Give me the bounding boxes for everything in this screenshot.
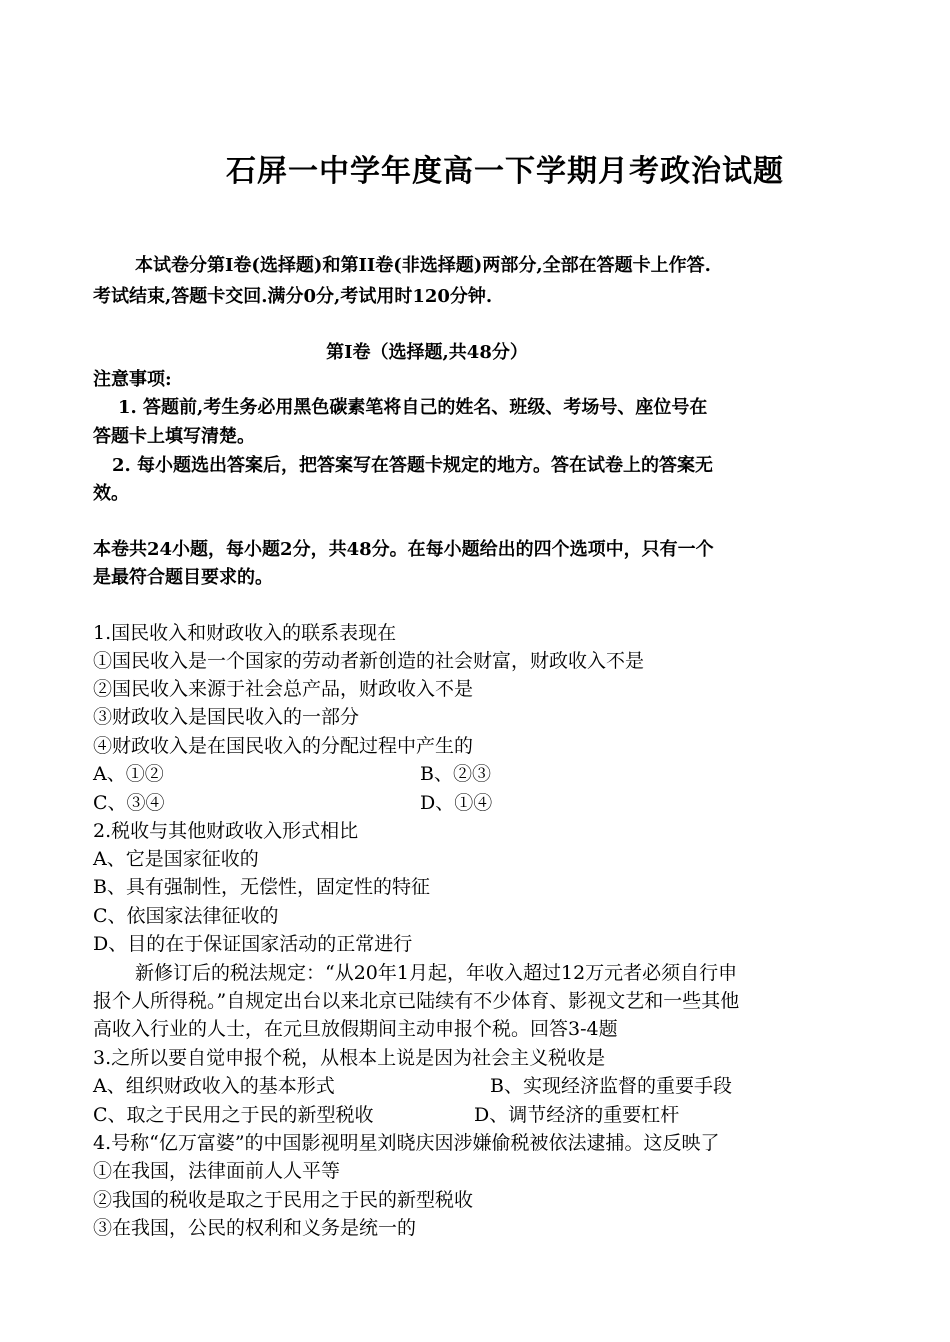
q2-option-a: A、它是国家征收的 bbox=[93, 848, 259, 870]
page-title: 石屏一中学年度高一下学期月考政治试题 bbox=[226, 154, 784, 189]
q1-option-b: B、②③ bbox=[420, 763, 491, 785]
q4-statement-1: ①在我国，法律面前人人平等 bbox=[93, 1160, 341, 1182]
passage-line-2: 报个人所得税。”自规定出台以来北京已陆续有不少体育、影视文艺和一些其他 bbox=[93, 990, 740, 1012]
notice-item-1-line-1: 1. 答题前,考生务必用黑色碳素笔将自己的姓名、班级、考场号、座位号在 bbox=[118, 397, 708, 418]
q2-option-b: B、具有强制性，无偿性，固定性的特征 bbox=[93, 876, 430, 898]
q1-statement-2: ②国民收入来源于社会总产品，财政收入不是 bbox=[93, 678, 474, 700]
q3-option-a: A、组织财政收入的基本形式 bbox=[93, 1075, 335, 1097]
q4-statement-2: ②我国的税收是取之于民用之于民的新型税收 bbox=[93, 1189, 474, 1211]
q3-stem: 3.之所以要自觉申报个税，从根本上说是因为社会主义税收是 bbox=[93, 1047, 606, 1069]
notice-heading: 注意事项: bbox=[93, 369, 172, 390]
q2-stem: 2.税收与其他财政收入形式相比 bbox=[93, 820, 359, 842]
q3-option-c: C、取之于民用之于民的新型税收 bbox=[93, 1104, 374, 1126]
q2-option-c: C、依国家法律征收的 bbox=[93, 905, 279, 927]
q3-option-b: B、实现经济监督的重要手段 bbox=[490, 1075, 732, 1097]
q3-option-d: D、调节经济的重要杠杆 bbox=[474, 1104, 680, 1126]
q1-statement-1: ①国民收入是一个国家的劳动者新创造的社会财富，财政收入不是 bbox=[93, 650, 645, 672]
q2-option-d: D、目的在于保证国家活动的正常进行 bbox=[93, 933, 413, 955]
q1-statement-4: ④财政收入是在国民收入的分配过程中产生的 bbox=[93, 735, 474, 757]
instructions-line-1: 本卷共24小题，每小题2分，共48分。在每小题给出的四个选项中，只有一个 bbox=[93, 539, 714, 560]
notice-item-2-line-1: 2. 每小题选出答案后，把答案写在答题卡规定的地方。答在试卷上的答案无 bbox=[112, 455, 714, 476]
q1-statement-3: ③财政收入是国民收入的一部分 bbox=[93, 706, 360, 728]
notice-item-2-line-2: 效。 bbox=[93, 483, 129, 504]
passage-line-1: 新修订后的税法规定：“从20年1月起，年收入超过12万元者必须自行申 bbox=[135, 962, 738, 984]
q4-stem: 4.号称“亿万富婆”的中国影视明星刘晓庆因涉嫌偷税被依法逮捕。这反映了 bbox=[93, 1132, 720, 1154]
q1-option-c: C、③④ bbox=[93, 792, 165, 814]
q1-option-d: D、①④ bbox=[420, 792, 493, 814]
passage-line-3: 高收入行业的人士，在元旦放假期间主动申报个税。回答3-4题 bbox=[93, 1018, 618, 1040]
q1-option-a: A、①② bbox=[93, 763, 164, 785]
instructions-line-2: 是最符合题目要求的。 bbox=[93, 567, 273, 588]
notice-item-1-line-2: 答题卡上填写清楚。 bbox=[93, 426, 255, 447]
q4-statement-3: ③在我国，公民的权利和义务是统一的 bbox=[93, 1217, 417, 1239]
intro-line-1: 本试卷分第Ⅰ卷(选择题)和第II卷(非选择题)两部分,全部在答题卡上作答. bbox=[135, 255, 711, 276]
section-heading: 第Ⅰ卷（选择题,共48分） bbox=[326, 342, 528, 363]
intro-line-2: 考试结束,答题卡交回.满分0分,考试用时120分钟. bbox=[93, 286, 493, 307]
q1-stem: 1.国民收入和财政收入的联系表现在 bbox=[93, 622, 397, 644]
